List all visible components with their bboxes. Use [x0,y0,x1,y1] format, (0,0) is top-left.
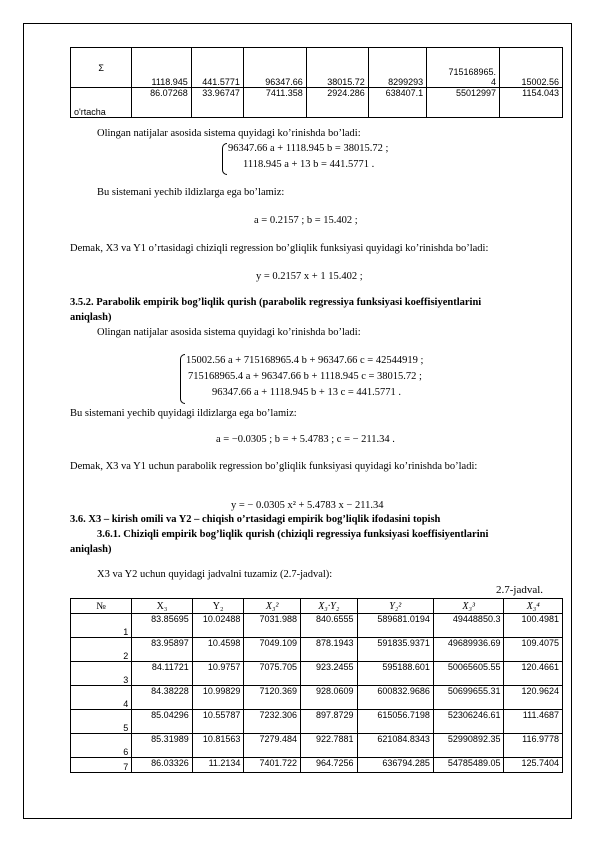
function: y = − 0.0305 x² + 5.4783 x − 211.34 [231,500,384,511]
table-cell: 7232.306 [244,710,301,734]
table-cell: 33.96747 [191,88,243,118]
table-cell: 49689936.69 [433,638,504,662]
table-cell: 964.7256 [300,758,357,773]
table-row [71,614,563,638]
table-cell: 10.02488 [192,614,244,638]
table-cell: 50065605.55 [433,662,504,686]
table-cell: 10.55787 [192,710,244,734]
table-cell: 600832.9686 [357,686,433,710]
table-cell: 85.31989 [132,734,192,758]
table-cell: 120.9624 [504,686,563,710]
equation: 96347.66 a + 1118.945 b = 38015.72 ; [228,143,389,154]
table-cell: 83.95897 [132,638,192,662]
column-header: X₃³ [433,599,504,614]
table-cell: 7279.484 [244,734,301,758]
equation: 15002.56 a + 715168965.4 b + 96347.66 c = 42544919 ; [186,355,424,366]
section-heading: 3.5.2. Parabolik empirik bog’liqlik qurish (parabolik regressiya funksiyasi koeffisiyentlarini [70,297,482,308]
table-caption: 2.7-jadval. [496,584,544,596]
table-cell: 1118.945 [132,48,191,88]
table-cell: 11.2134 [192,758,244,773]
table-cell: 38015.72 [306,48,368,88]
paragraph: Demak, X3 va Y1 o’rtasidagi chiziqli regression bo’gliqlik funksiyasi quyidagi ko’rinishda bo’ladi: [70,243,489,254]
table-cell: 7031.988 [244,614,301,638]
column-header: № [71,599,132,614]
section-heading: 3.6. X3 – kirish omili va Y2 – chiqish o’rtasidagi empirik bog’liqlik ifodasini topish [70,514,441,525]
row-number: 3 [71,662,132,686]
table-cell: 922.7881 [300,734,357,758]
table-row [71,638,563,662]
table-cell: 55012997 [427,88,500,118]
paragraph: Olingan natijalar asosida sistema quyidagi ko’rinishda bo’ladi: [97,128,361,139]
table-cell: 591835.9371 [357,638,433,662]
table-cell: 923.2455 [300,662,357,686]
table-cell: 111.4687 [504,710,563,734]
solution: a = −0.0305 ; b = + 5.4783 ; c = − 211.34 . [216,434,395,445]
table-cell: 49448850.3 [433,614,504,638]
data-table [70,598,563,773]
summary-table [70,47,563,118]
row-number: 5 [71,710,132,734]
paragraph: Olingan natijalar asosida sistema quyidagi ko’rinishda bo’ladi: [97,327,361,338]
table-cell: 86.03326 [132,758,192,773]
paragraph: Bu sistemani yechib ildizlarga ega bo’lamiz: [97,187,285,198]
table-cell: 638407.1 [368,88,426,118]
table-cell: 878.1943 [300,638,357,662]
column-header: X₃² [244,599,301,614]
row-number: 1 [71,614,132,638]
table-cell: 636794.285 [357,758,433,773]
table-cell: 10.4598 [192,638,244,662]
table-cell: 7401.722 [244,758,301,773]
table-cell: 116.9778 [504,734,563,758]
table-cell: 85.04296 [132,710,192,734]
table-cell: 441.5771 [191,48,243,88]
table-cell: 52306246.61 [433,710,504,734]
function: y = 0.2157 x + 1 15.402 ; [256,271,363,282]
table-header-row [71,599,563,614]
paragraph: Bu sistemani yechib quyidagi ildizlarga ega bo’lamiz: [70,408,297,419]
table-cell: 840.6555 [300,614,357,638]
table-cell: 54785489.05 [433,758,504,773]
table-row [71,686,563,710]
table-body [71,614,563,773]
table-cell: 120.4661 [504,662,563,686]
table-row [71,710,563,734]
table-cell: 125.7404 [504,758,563,773]
table-cell: 86.07268 [132,88,191,118]
table-cell: Σ [71,48,132,88]
table-cell: 10.99829 [192,686,244,710]
table-cell: 10.9757 [192,662,244,686]
table-row [71,662,563,686]
table-row [71,48,563,88]
row-number: 7 [71,758,132,773]
table-cell: 615056.7198 [357,710,433,734]
table-cell: 83.85695 [132,614,192,638]
row-number: 6 [71,734,132,758]
table-cell: 10.81563 [192,734,244,758]
system-brace [222,143,227,175]
table-row [71,734,563,758]
column-header: X₃·Y₂ [300,599,357,614]
section-heading: 3.6.1. Chiziqli empirik bog’liqlik qurish (chiziqli regressiya funksiyasi koeffisiyentlarini [97,529,489,540]
table-row [71,88,563,118]
table-cell: 2924.286 [306,88,368,118]
row-number: 2 [71,638,132,662]
table-cell: 7049.109 [244,638,301,662]
column-header: X₃⁴ [504,599,563,614]
table-cell: 928.0609 [300,686,357,710]
table-cell: 7411.358 [243,88,306,118]
section-heading: aniqlash) [70,544,112,555]
system-brace [180,354,185,404]
table-cell: 621084.8343 [357,734,433,758]
column-header: Y₂ [192,599,244,614]
column-header: X₃ [132,599,192,614]
table-cell: 84.11721 [132,662,192,686]
table-cell: 100.4981 [504,614,563,638]
equation: 96347.66 a + 1118.945 b + 13 c = 441.5771 . [212,387,402,398]
column-header: Y₂² [357,599,433,614]
table-cell: 715168965. 4 [427,48,500,88]
equation: 1118.945 a + 13 b = 441.5771 . [243,159,375,170]
section-heading: aniqlash) [70,312,112,323]
table-cell: 109.4075 [504,638,563,662]
table-cell: 7120.369 [244,686,301,710]
table-cell: 1154.043 [500,88,563,118]
table-cell: 7075.705 [244,662,301,686]
table-cell: 589681.0194 [357,614,433,638]
paragraph: X3 va Y2 uchun quyidagi jadvalni tuzamiz (2.7-jadval): [97,569,333,580]
table-cell: o'rtacha [71,88,132,118]
table-cell: 595188.601 [357,662,433,686]
table-row [71,758,563,773]
equation: 715168965.4 a + 96347.66 b + 1118.945 c = 38015.72 ; [188,371,422,382]
solution: a = 0.2157 ; b = 15.402 ; [254,215,358,226]
table-cell: 52990892.35 [433,734,504,758]
table-cell: 84.38228 [132,686,192,710]
table-cell: 897.8729 [300,710,357,734]
table-cell: 50699655.31 [433,686,504,710]
row-number: 4 [71,686,132,710]
table-cell: 8299293 [368,48,426,88]
table-cell: 15002.56 [500,48,563,88]
table-cell: 96347.66 [243,48,306,88]
paragraph: Demak, X3 va Y1 uchun parabolik regression bo’gliqlik funksiyasi quyidagi ko’rinishda bo’ladi: [70,461,478,472]
